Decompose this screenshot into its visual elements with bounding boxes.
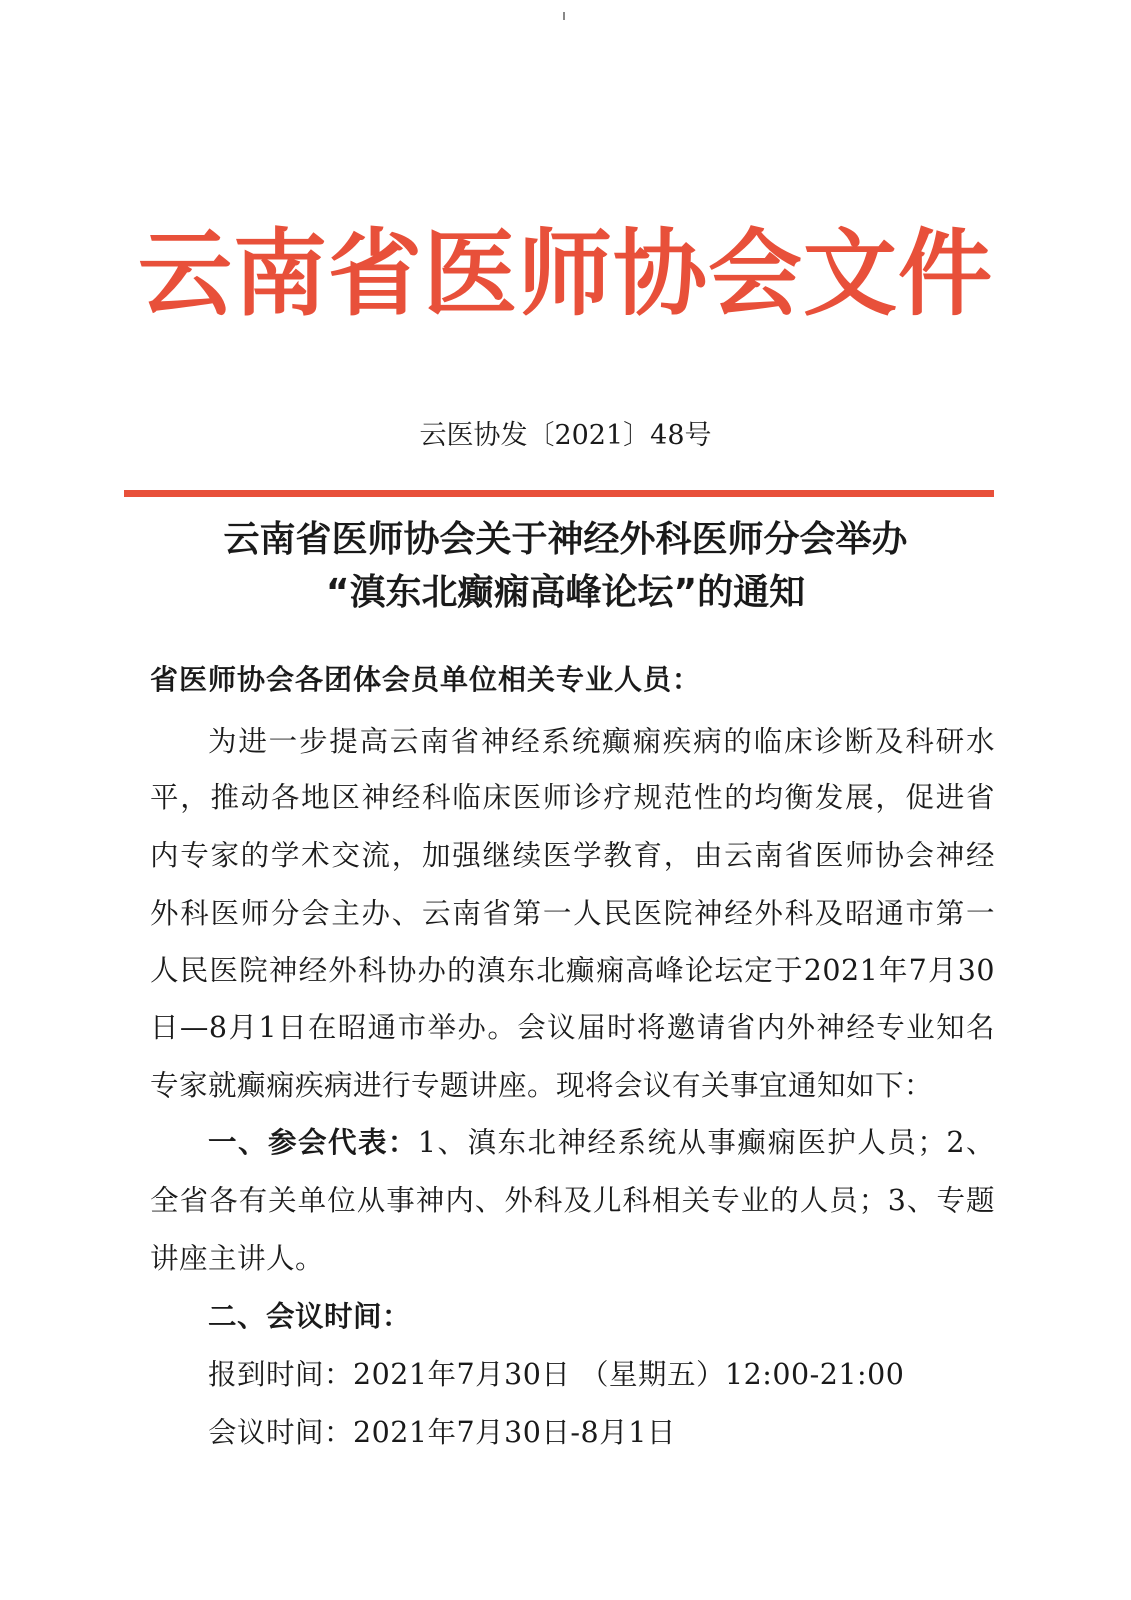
section-1-line-1 xyxy=(208,1123,995,1163)
section-2-label: 二、会议时间： xyxy=(208,1300,412,1333)
intro-line: 专家就癫痫疾病进行专题讲座。现将会议有关事宜通知如下： xyxy=(150,1069,934,1102)
intro-line: 人民医院神经外科协办的滇东北癫痫高峰论坛定于2021年7月30 xyxy=(150,954,995,987)
section-1-line-3: 讲座主讲人。 xyxy=(150,1242,325,1275)
intro-line: 为进一步提高云南省神经系统癫痫疾病的临床诊断及科研水 xyxy=(208,725,995,758)
registration-time: 报到时间：2021年7月30日 （星期五）12:00-21:00 xyxy=(208,1358,905,1391)
section-1-text: 1、滇东北神经系统从事癫痫医护人员；2、 xyxy=(417,1126,995,1159)
red-separator-rule xyxy=(124,490,994,497)
intro-line: 日—8月1日在昭通市举办。会议届时将邀请省内外神经专业知名 xyxy=(150,1011,995,1044)
meeting-time: 会议时间：2021年7月30日-8月1日 xyxy=(208,1416,676,1449)
salutation: 省医师协会各团体会员单位相关专业人员： xyxy=(150,663,702,696)
document-number: 云医协发〔2021〕48号 xyxy=(419,420,712,451)
section-1-line-2: 全省各有关单位从事神内、外科及儿科相关专业的人员；3、专题 xyxy=(150,1184,995,1217)
notice-title-line-2: “滇东北癫痫高峰论坛”的通知 xyxy=(325,572,806,613)
intro-line: 外科医师分会主办、云南省第一人民医院神经外科及昭通市第一 xyxy=(150,897,995,930)
intro-line: 平，推动各地区神经科临床医师诊疗规范性的均衡发展，促进省 xyxy=(150,781,995,814)
notice-title-line-1: 云南省医师协会关于神经外科医师分会举办 xyxy=(223,519,908,560)
section-1-label: 一、参会代表： xyxy=(208,1126,418,1159)
scan-mark xyxy=(563,12,565,20)
letterhead-title: 云南省医师协会文件 xyxy=(137,220,993,329)
intro-line: 内专家的学术交流，加强继续医学教育，由云南省医师协会神经 xyxy=(150,839,995,872)
